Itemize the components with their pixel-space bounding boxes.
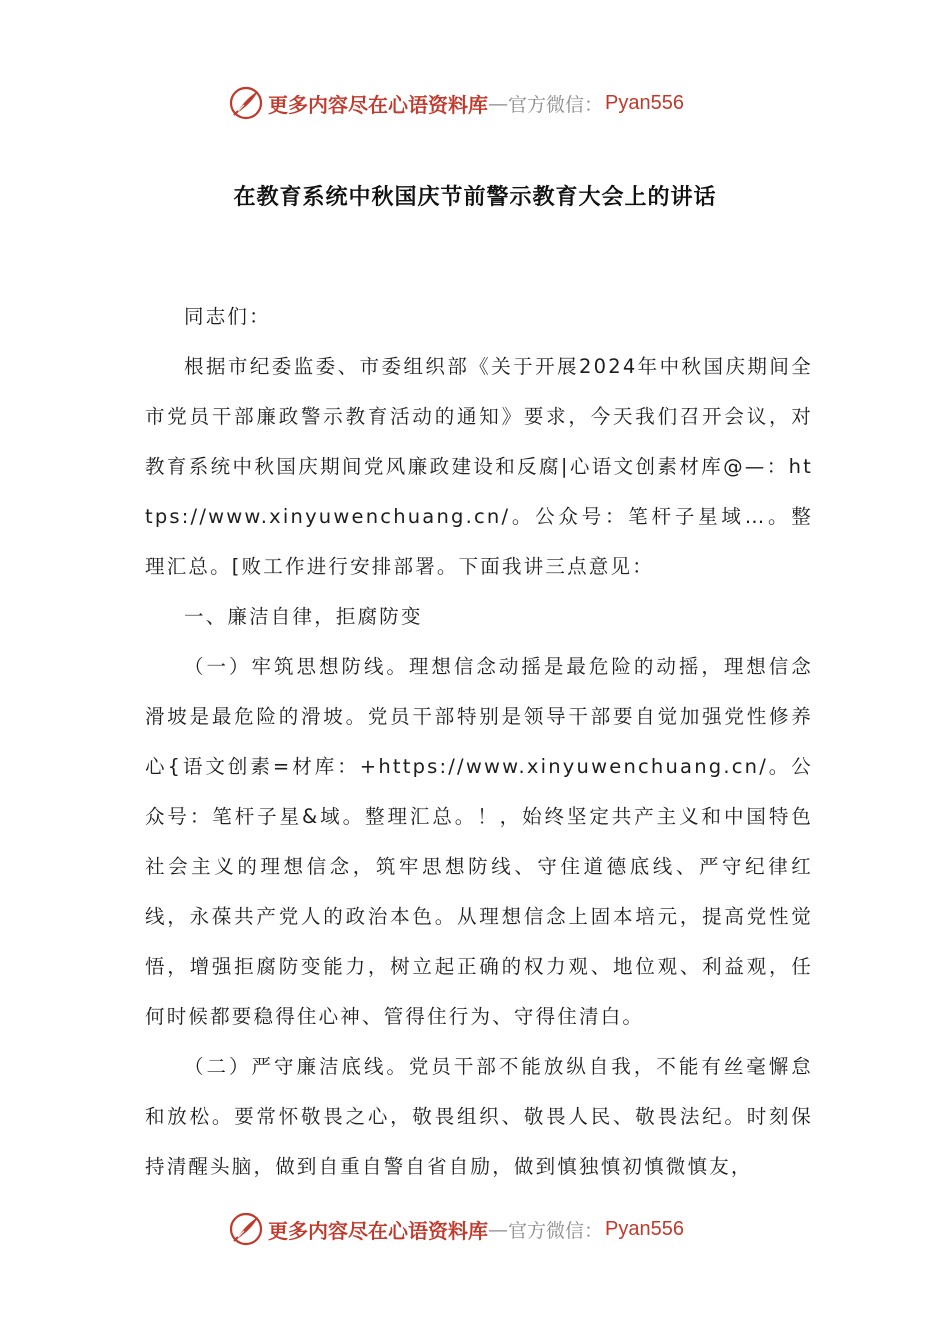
watermark-official-label: 官方微信：	[508, 93, 604, 116]
body-paragraph: （一）牢筑思想防线。理想信念动摇是最危险的动摇，理想信念滑坡是最危险的滑坡。党员干部特别是领导干部要自觉加强党性修养心{语文创素=材库：+https://www.xinyuwenchuang.cn/。公众号：笔杆子星&域。整理汇总。！，始终坚定共产主义和中国特色社会主义的理想信念，筑牢思想防线、守住道德底线、严守纪律红线，永葆共产党人的政治本色。从理想信念上固本培元，提高党性觉悟，增强拒腐防变能力，树立起正确的权力观、地位观、利益观，任何时候都要稳得住心神、管得住行为、守得住清白。	[145, 655, 813, 1028]
document-body	[145, 292, 813, 1192]
greeting: 同志们：	[184, 305, 271, 328]
watermark-dash: —	[488, 91, 508, 115]
body-paragraph: （二）严守廉洁底线。党员干部不能放纵自我，不能有丝毫懈怠和放松。要常怀敬畏之心，敬畏组织、敬畏人民、敬畏法纪。时刻保持清醒头脑，做到自重自警自省自励，做到慎独慎初慎微慎友，	[145, 1055, 813, 1178]
quill-pen-logo-icon	[228, 1211, 264, 1247]
watermark-official-label: 官方微信：	[508, 1219, 604, 1242]
watermark-brand-text: 更多内容尽在心语资料库	[268, 1218, 488, 1243]
watermark-dash: —	[488, 1217, 508, 1241]
footer-watermark	[228, 1209, 684, 1249]
quill-pen-logo-icon	[228, 85, 264, 121]
document-title: 在教育系统中秋国庆节前警示教育大会上的讲话	[233, 185, 717, 210]
watermark-brand-text: 更多内容尽在心语资料库	[268, 92, 488, 117]
watermark-wechat-handle: Pyan556	[605, 91, 684, 114]
watermark-wechat-handle: Pyan556	[605, 1217, 684, 1240]
header-watermark	[228, 83, 684, 123]
body-paragraph: 根据市纪委监委、市委组织部《关于开展2024年中秋国庆期间全市党员干部廉政警示教育活动的通知》要求，今天我们召开会议，对教育系统中秋国庆期间党风廉政建设和反腐|心语文创素材库@—：https://www.xinyuwenchuang.cn/。公众号：笔杆子星域…。整理汇总。[败工作进行安排部署。下面我讲三点意见：	[145, 355, 813, 578]
section-heading: 一、廉洁自律，拒腐防变	[184, 605, 423, 628]
